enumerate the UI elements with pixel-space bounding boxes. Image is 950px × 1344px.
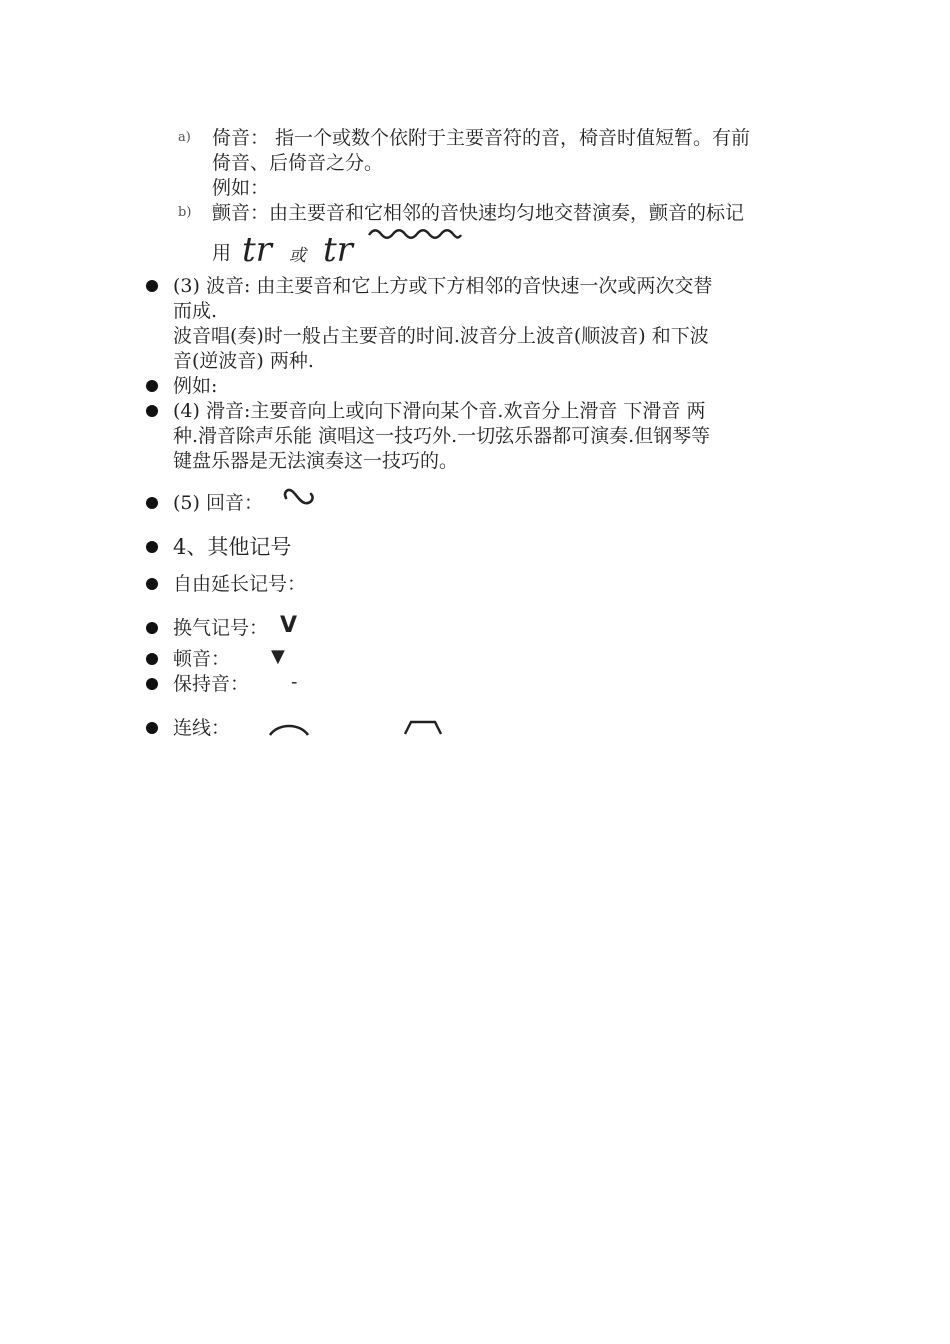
- bullet-icon: [146, 722, 158, 734]
- mordent-text-line-4: 音(逆波音) 两种.: [173, 350, 314, 372]
- slur-label: 连线：: [173, 717, 231, 739]
- appoggiatura-text-line-1: 倚音： 指一个或数个依附于主要音符的音，椅音时值短暂。有前: [212, 127, 751, 149]
- bullet-icon: [146, 622, 158, 634]
- bullet-icon: [146, 405, 158, 417]
- staccato-label: 顿音：: [173, 648, 231, 670]
- trill-wavy-line-icon: [367, 226, 463, 240]
- mordent-text-line-2: 而成.: [173, 300, 218, 322]
- list-marker-b: b): [178, 205, 192, 220]
- breath-mark-symbol: V: [280, 613, 298, 638]
- bullet-icon: [146, 578, 158, 590]
- tenuto-symbol: -: [291, 671, 298, 693]
- trill-symbol-with-wave: tr: [323, 230, 353, 270]
- appoggiatura-example-label: 例如：: [212, 177, 270, 199]
- glide-text-line-3: 键盘乐器是无法演奏这一技巧的。: [173, 450, 459, 472]
- mordent-text-line-3: 波音唱(奏)时一般占主要音的时间.波音分上波音(顺波音) 和下波: [173, 325, 709, 347]
- staccato-symbol: ▼: [271, 646, 285, 667]
- bullet-icon: [146, 541, 158, 553]
- tenuto-label: 保持音：: [173, 673, 250, 695]
- list-marker-a: a): [178, 130, 191, 145]
- glide-text-line-2: 种.滑音除声乐能 演唱这一技巧外.一切弦乐器都可演奏.但钢琴等: [173, 425, 711, 447]
- bullet-icon: [146, 380, 158, 392]
- trill-text-line-1: 颤音：由主要音和它相邻的音快速均匀地交替演奏，颤音的标记: [212, 202, 745, 224]
- other-symbols-heading: 4、其他记号: [173, 535, 292, 559]
- bullet-icon: [146, 497, 158, 509]
- turn-symbol-icon: [282, 486, 316, 508]
- trill-or-label: 或: [289, 246, 306, 266]
- appoggiatura-text-line-2: 倚音、后倚音之分。: [212, 152, 384, 174]
- bullet-icon: [146, 678, 158, 690]
- bullet-icon: [146, 653, 158, 665]
- glide-text-line-1: (4) 滑音:主要音向上或向下滑向某个音.欢音分上滑音 下滑音 两: [173, 400, 706, 422]
- turn-label: (5) 回音：: [173, 492, 263, 514]
- breath-label: 换气记号：: [173, 617, 269, 639]
- mordent-text-line-1: (3) 波音: 由主要音和它上方或下方相邻的音快速一次或两次交替: [173, 275, 713, 297]
- trill-symbol: tr: [242, 230, 272, 270]
- fermata-label: 自由延长记号：: [173, 573, 307, 595]
- slur-arc-icon: [268, 722, 310, 736]
- trill-text-prefix: 用: [212, 242, 232, 264]
- bracket-line-icon: [403, 719, 443, 735]
- example-label: 例如:: [173, 375, 218, 397]
- bullet-icon: [146, 280, 158, 292]
